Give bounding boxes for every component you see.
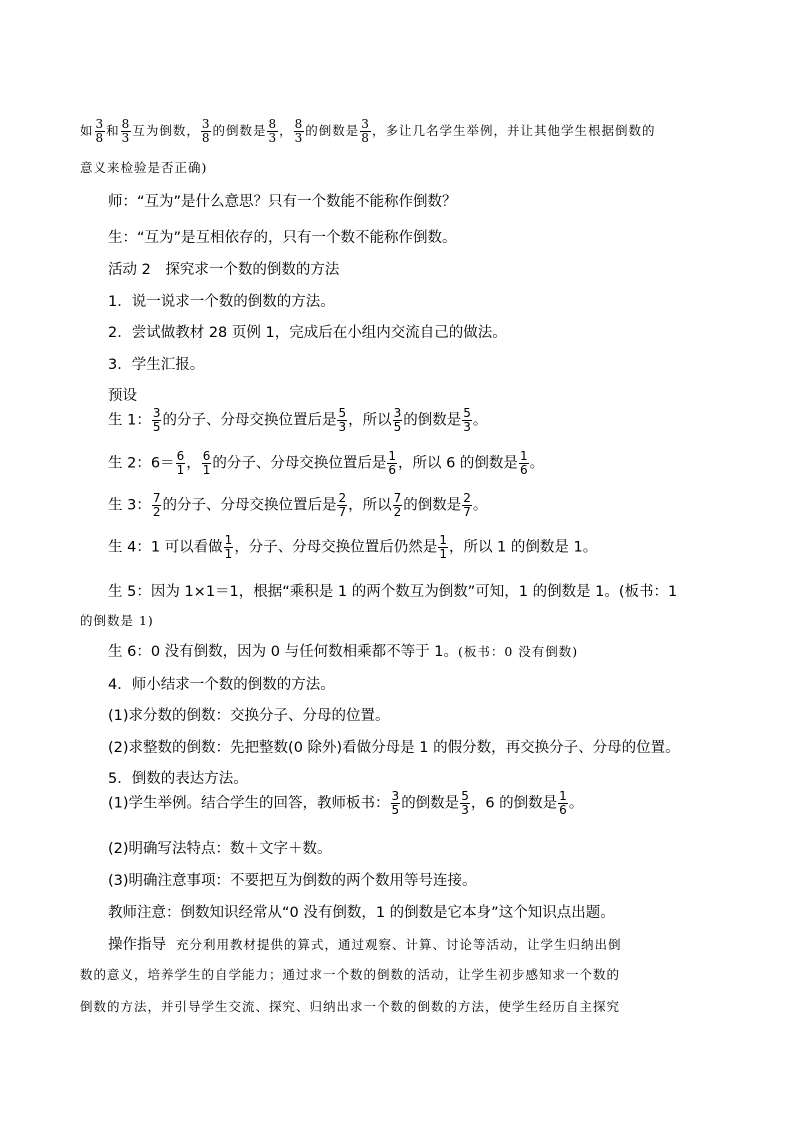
- fraction: $\frac{1}{1}$: [224, 533, 233, 561]
- text: 的分子、分母交换位置后是: [212, 455, 387, 472]
- body-line: 预设: [108, 388, 137, 404]
- fraction: $\frac{1}{1}$: [439, 533, 447, 561]
- fraction: $\frac{7}{2}$: [152, 491, 161, 519]
- example-line: [80, 118, 794, 145]
- fraction: $\frac{1}{6}$: [559, 789, 567, 817]
- fraction: $\frac{1}{6}$: [388, 449, 396, 477]
- student-line: [108, 640, 794, 661]
- fraction: $\frac{3}{5}$: [391, 789, 400, 817]
- text: 生 6：0 没有倒数，因为 0 与任何数相乘都不等于 1。: [108, 644, 458, 660]
- fraction: $\frac{1}{6}$: [519, 449, 528, 477]
- fraction: $\frac{2}{7}$: [338, 491, 347, 519]
- fraction: $\frac{3}{8}$: [361, 117, 370, 145]
- body-line: (2)明确写法特点：数＋文字＋数。: [108, 841, 332, 857]
- text: 的分子、分母交换位置后是: [162, 497, 337, 514]
- body-line: 意义来检验是否正确): [80, 160, 208, 175]
- fraction: $\frac{6}{1}$: [176, 449, 185, 477]
- text: 生 3：: [108, 497, 151, 514]
- text: 的倒数是: [403, 497, 462, 514]
- fraction: $\frac{5}{3}$: [461, 789, 469, 817]
- body-line: 倒数的方法，并引导学生交流、探究、归纳出求一个数的倒数的方法，使学生经历自主探究: [80, 999, 621, 1014]
- text: ，所以: [348, 412, 392, 429]
- fraction: $\frac{3}{8}$: [201, 117, 211, 145]
- body-line: (3)明确注意事项：不要把互为倒数的两个数用等号连接。: [108, 873, 477, 889]
- text: 。: [472, 412, 488, 429]
- body-line: (2)求整数的倒数：先把整数(0 除外)看做分母是 1 的假分数，再交换分子、分母的位置。: [108, 740, 680, 756]
- fraction: $\frac{3}{5}$: [393, 406, 402, 434]
- body-line: 数的意义，培养学生的自学能力；通过求一个数的倒数的活动，让学生初步感知求一个数的: [80, 967, 621, 982]
- fraction: $\frac{2}{7}$: [463, 491, 471, 519]
- fraction: $\frac{8}{3}$: [121, 117, 131, 145]
- section-heading: 活动 2 探究求一个数的倒数的方法: [108, 262, 340, 278]
- text: ，所以 6 的倒数是: [397, 455, 518, 472]
- student-line: [108, 492, 794, 519]
- text: 。: [568, 795, 584, 812]
- body-line: 的倒数是 1): [80, 613, 154, 628]
- text: ，6 的倒数是: [470, 795, 558, 812]
- body-line: 4．师小结求一个数的倒数的方法。: [108, 677, 335, 693]
- guidance-line: [108, 933, 794, 954]
- body-line: 师：“互为”是什么意思？只有一个数能不能称作倒数？: [108, 194, 457, 210]
- text: 充分利用教材提供的算式，通过观察、计算、讨论等活动，让学生归纳出倒: [176, 937, 622, 952]
- example-line: [108, 790, 794, 817]
- student-line: [108, 407, 794, 434]
- body-line: (1)求分数的倒数：交换分子、分母的位置。: [108, 708, 390, 724]
- text: ，: [279, 123, 293, 138]
- fraction: $\frac{7}{2}$: [393, 491, 402, 519]
- text: 的倒数是: [403, 412, 462, 429]
- fraction: $\frac{5}{3}$: [463, 406, 471, 434]
- fraction: $\frac{8}{3}$: [294, 117, 304, 145]
- text: 生 4：1 可以看做: [108, 539, 223, 556]
- text: ，所以 1 的倒数是 1。: [448, 539, 598, 556]
- text: ，所以: [348, 497, 392, 514]
- body-line: 3．学生汇报。: [108, 357, 205, 373]
- board-note: (板书：0 没有倒数): [457, 644, 579, 659]
- text: 的倒数是: [305, 123, 360, 138]
- text: 。: [529, 455, 545, 472]
- text: ，分子、分母交换位置后仍然是: [234, 539, 438, 556]
- fraction: $\frac{3}{5}$: [152, 406, 161, 434]
- text: 生 1：: [108, 412, 151, 429]
- text: 的倒数是: [401, 795, 460, 812]
- body-line: 2．尝试做教材 28 页例 1，完成后在小组内交流自己的做法。: [108, 325, 507, 341]
- text: 。: [472, 497, 488, 514]
- text: 的倒数是: [212, 123, 267, 138]
- fraction: $\frac{5}{3}$: [338, 406, 347, 434]
- body-line: 生 5：因为 1×1＝1，根据“乘积是 1 的两个数互为倒数”可知，1 的倒数是 1。(板书：1: [108, 584, 678, 600]
- text: 和: [106, 123, 120, 138]
- student-line: [108, 450, 794, 477]
- text: 如: [80, 123, 94, 138]
- teacher-note: 教师注意：倒数知识经常从“0 没有倒数，1 的倒数是它本身”这个知识点出题。: [108, 905, 615, 921]
- fraction: $\frac{6}{1}$: [202, 449, 211, 477]
- text: (1)学生举例。结合学生的回答，教师板书：: [108, 795, 390, 812]
- text: 生 2：6＝: [108, 455, 175, 472]
- text: 的分子、分母交换位置后是: [162, 412, 337, 429]
- student-line: [108, 534, 794, 561]
- body-line: 1．说一说求一个数的倒数的方法。: [108, 294, 335, 310]
- fraction: $\frac{3}{8}$: [95, 117, 105, 145]
- body-line: 5．倒数的表达方法。: [108, 771, 248, 787]
- text: 互为倒数，: [132, 123, 200, 138]
- fraction: $\frac{8}{3}$: [268, 117, 278, 145]
- guidance-label: 操作指导: [108, 937, 166, 953]
- body-line: 生：“互为”是互相依存的，只有一个数不能称作倒数。: [108, 230, 457, 246]
- text: ，多让几名学生举例，并让其他学生根据倒数的: [371, 123, 656, 138]
- text: ，: [186, 455, 201, 472]
